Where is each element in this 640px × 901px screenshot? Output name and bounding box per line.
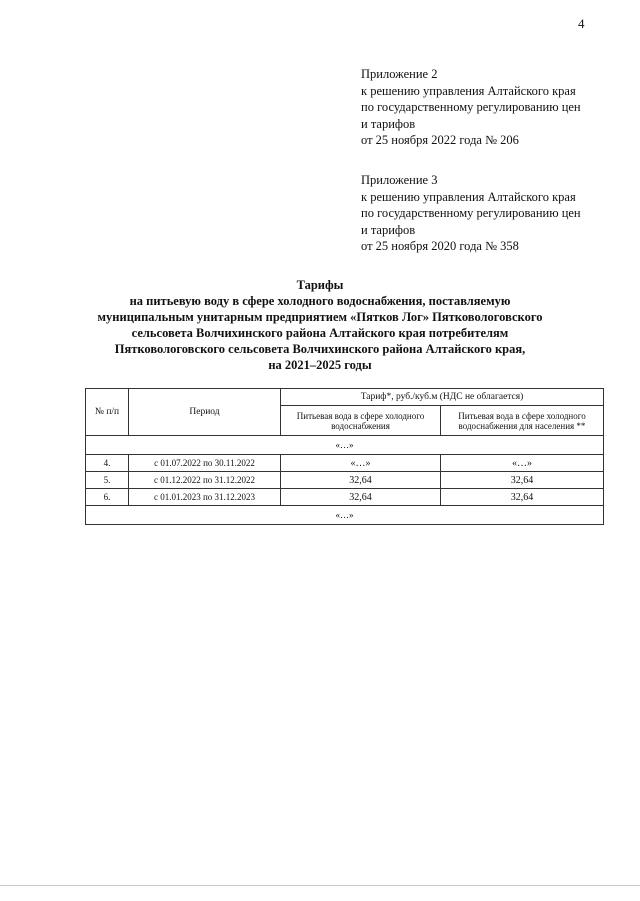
appendix-line: по государственному регулированию цен bbox=[361, 206, 581, 220]
appendix-line: по государственному регулированию цен bbox=[361, 100, 581, 114]
title-line: на 2021–2025 годы bbox=[268, 358, 372, 372]
table-row bbox=[86, 489, 604, 506]
ellipsis-cell: «…» bbox=[86, 436, 604, 455]
appendix-line: к решению управления Алтайского края bbox=[361, 189, 576, 204]
header-num: № п/п bbox=[86, 389, 129, 436]
appendix-line: Приложение 2 bbox=[361, 67, 438, 81]
appendix-3-reference bbox=[361, 172, 581, 255]
row-value-b: «…» bbox=[441, 455, 604, 472]
ellipsis-cell: «…» bbox=[86, 506, 604, 525]
row-num: 4. bbox=[86, 455, 129, 472]
row-value-b: 32,64 bbox=[441, 489, 604, 506]
row-period: с 01.01.2023 по 31.12.2023 bbox=[129, 489, 281, 506]
appendix-line: от 25 ноября 2020 года № 358 bbox=[361, 239, 519, 253]
row-num: 5. bbox=[86, 472, 129, 489]
row-period: с 01.12.2022 по 31.12.2022 bbox=[129, 472, 281, 489]
appendix-line: от 25 ноября 2022 года № 206 bbox=[361, 133, 519, 147]
title-line: муниципальным унитарным предприятием «Пятков Лог» Пятковологовского bbox=[97, 310, 543, 324]
tariff-table bbox=[85, 388, 604, 525]
row-value-a: 32,64 bbox=[281, 472, 441, 489]
header-period: Период bbox=[129, 389, 281, 436]
title-line: Тарифы bbox=[296, 278, 344, 292]
document-title bbox=[60, 277, 580, 373]
row-value-a: «…» bbox=[281, 455, 441, 472]
appendix-2-reference bbox=[361, 66, 581, 149]
appendix-line: Приложение 3 bbox=[361, 173, 438, 187]
title-line: на питьевую воду в сфере холодного водоснабжения, поставляемую bbox=[129, 294, 511, 308]
scan-edge-line bbox=[0, 885, 640, 886]
title-line: сельсовета Волчихинского района Алтайского края потребителям bbox=[131, 326, 509, 340]
title-line: Пятковологовского сельсовета Волчихинского района Алтайского края, bbox=[114, 342, 526, 356]
appendix-line: и тарифов bbox=[361, 222, 416, 237]
header-tariff-group: Тариф*, руб./куб.м (НДС не облагается) bbox=[281, 389, 604, 406]
table-row bbox=[86, 506, 604, 525]
header-col-a: Питьевая вода в сфере холодного водоснабжения bbox=[281, 406, 441, 436]
header-col-b: Питьевая вода в сфере холодного водоснабжения для населения ** bbox=[441, 406, 604, 436]
row-num: 6. bbox=[86, 489, 129, 506]
table-row bbox=[86, 472, 604, 489]
page-number: 4 bbox=[578, 16, 585, 31]
row-value-a: 32,64 bbox=[281, 489, 441, 506]
table-row bbox=[86, 436, 604, 455]
appendix-line: и тарифов bbox=[361, 116, 416, 131]
table-row bbox=[86, 455, 604, 472]
appendix-line: к решению управления Алтайского края bbox=[361, 83, 576, 98]
row-period: с 01.07.2022 по 30.11.2022 bbox=[129, 455, 281, 472]
row-value-b: 32,64 bbox=[441, 472, 604, 489]
